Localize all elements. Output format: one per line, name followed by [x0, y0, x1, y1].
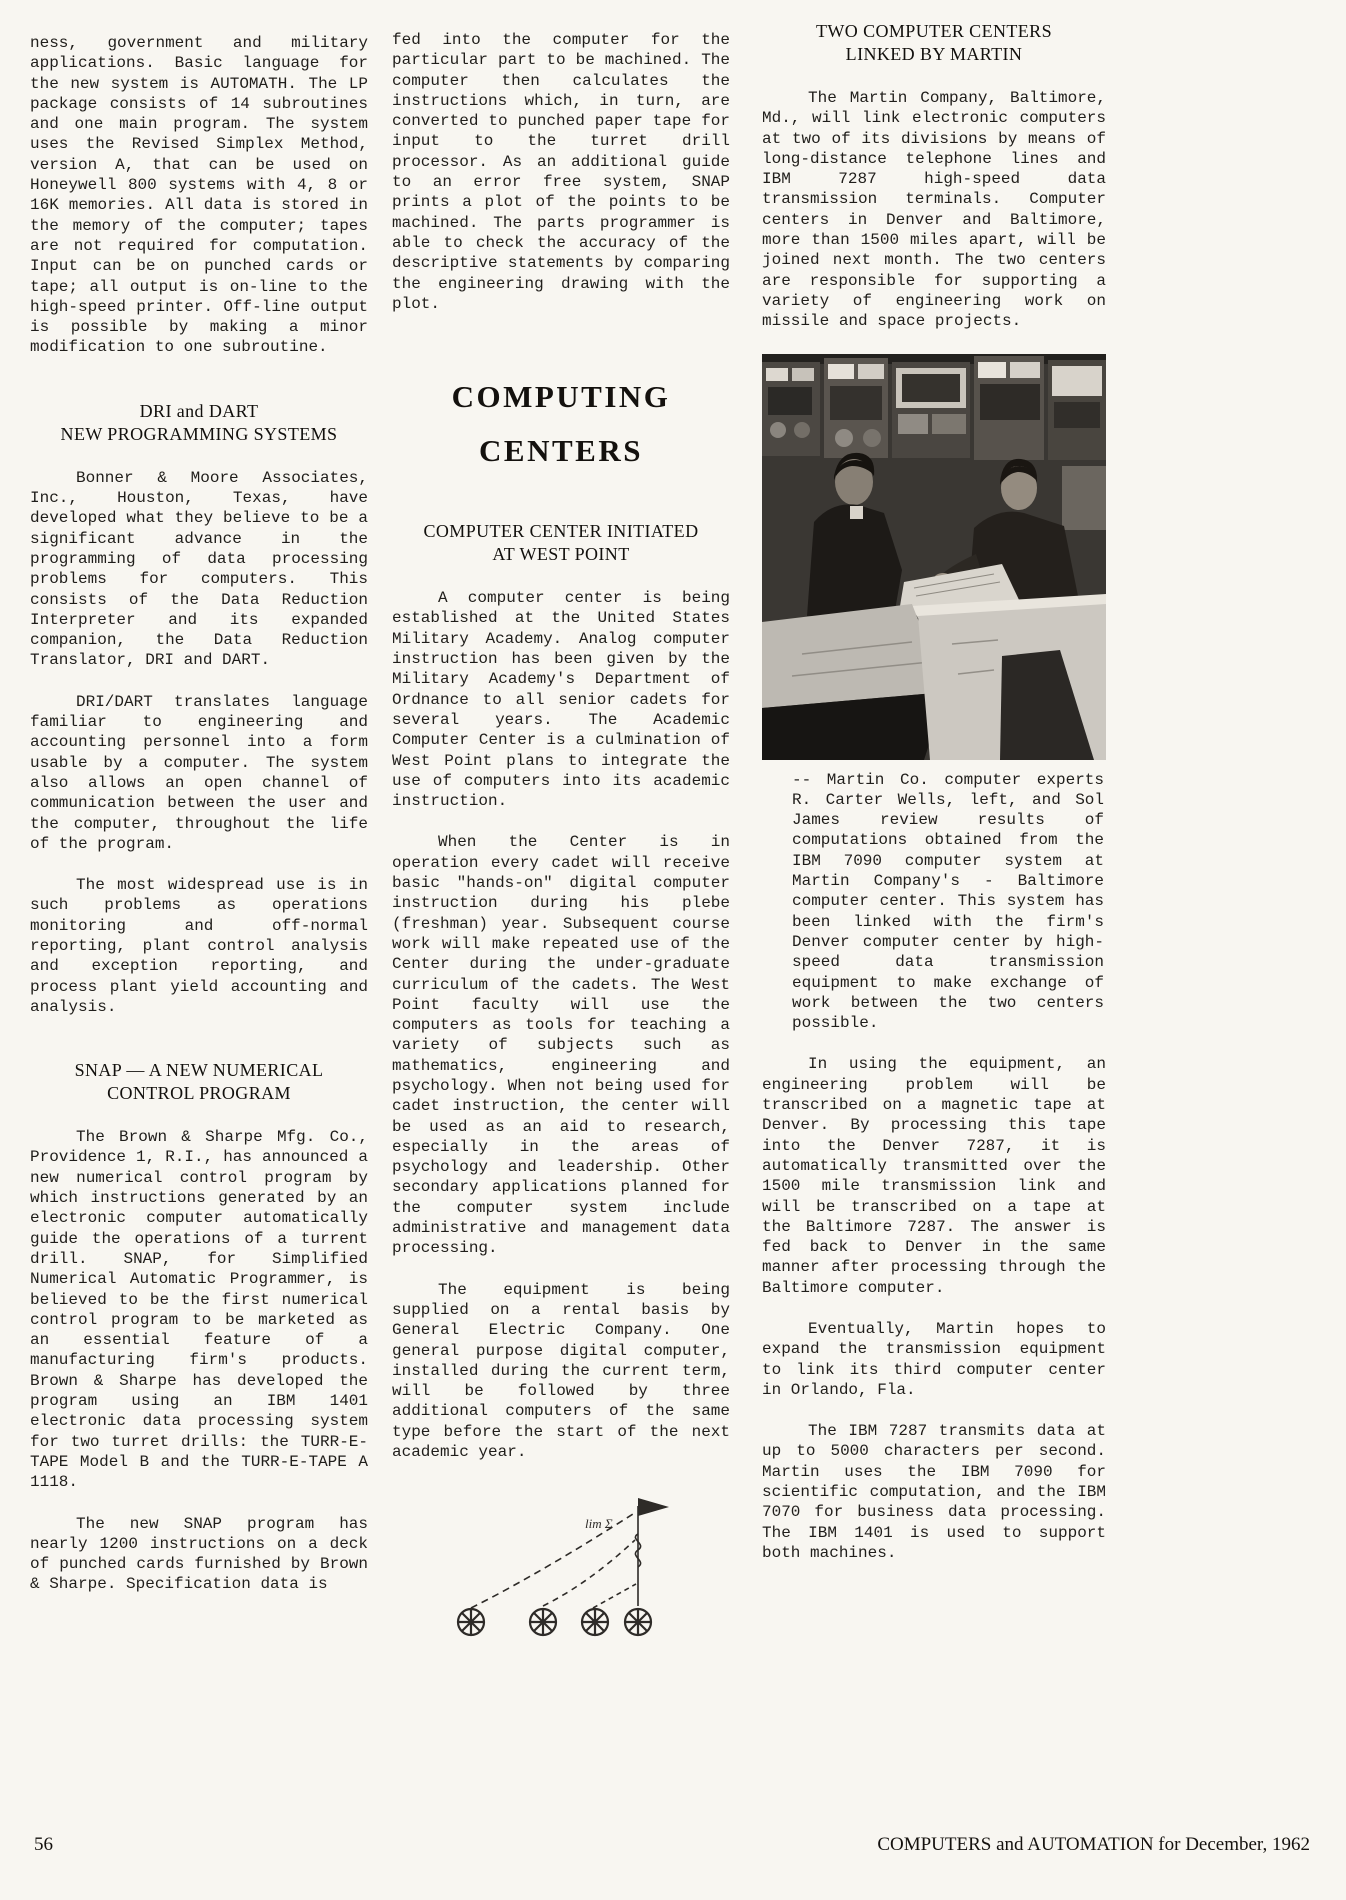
heading-line: CONTROL PROGRAM: [107, 1083, 291, 1104]
column-middle: [392, 0, 730, 1640]
heading-line: DRI and DART: [139, 400, 259, 421]
photo-caption: -- Martin Co. computer experts R. Carter Wells, left, and Sol James review results of computations obtained from the IBM 7090 computer system at Martin Company's - Baltimore computer center. This system has been linked with the firm's Denver computer center by high-speed data transmission equipment to make exchange of work between the two centers possible.: [792, 770, 1104, 1033]
section-title-line: COMPUTING: [451, 379, 671, 415]
journal-title-line: COMPUTERS and AUTOMATION for December, 1962: [877, 1834, 1310, 1855]
spoked-wheel-icon: [625, 1609, 651, 1635]
spoked-wheel-icon: [530, 1609, 556, 1635]
page-number: 56: [34, 1834, 53, 1855]
paragraph: In using the equipment, an engineering problem will be transcribed on a magnetic tape at Denver. By processing this tape into the Denver 7287, it is automatically transmitted over the 1500 mile transmission link and will be transcribed on a tape at the Baltimore 7287. The answer is fed back to Denver in the same manner after processing through the Baltimore computer.: [762, 1055, 1106, 1297]
heading-dri-dart: [30, 400, 368, 446]
section-title-computing-centers: [392, 370, 730, 478]
article-photo-martin-computer-room: [762, 354, 1106, 760]
heading-line: AT WEST POINT: [492, 544, 630, 565]
heading-snap: [30, 1059, 368, 1105]
paragraph-automath-continued: ness, government and military applications. Basic language for the new system is AUTOMATH. The LP package consists of 14 subroutines and one main program. The system uses the Revised Simplex Method, version A, that can be used on Honeywell 800 systems with 4, 8 or 16K memories. All data is stored in the memory of the computer; tapes are not required for computation. Input can be on punched cards or tape; all output is on-line to the high-speed printer. Off-line output is possible by making a minor modification to one subroutine.: [30, 34, 368, 357]
heading-line: COMPUTER CENTER INITIATED: [423, 521, 699, 542]
illustration-formula: lim Σ: [585, 1516, 613, 1532]
spoked-wheel-icon: [458, 1609, 484, 1635]
paragraph: Bonner & Moore Associates, Inc., Houston, Texas, have developed what they believe to be a significant advance in the programming of data processing problems for computers. This consists of the Data Reduction Interpreter and its expanded companion, the Data Reduction Translator, DRI and DART.: [30, 468, 368, 670]
heading-line: NEW PROGRAMMING SYSTEMS: [60, 423, 338, 444]
column-left: [30, 0, 368, 1595]
heading-line: SNAP — A NEW NUMERICAL: [74, 1060, 324, 1081]
paragraph: When the Center is in operation every cadet will receive basic "hands-on" digital computer instruction during his plebe (freshman) year. Subsequent course work will make repeated use of the Center during the under-graduate curriculum of the cadets. The West Point faculty will use the computers as tools for teaching a variety of subjects such as mathematics, engineering and psychology. When not being used for cadet instruction, the center will be used as an aid to research, especially in the areas of psychology and leadership. Other secondary applications planned for the computer system include administrative and management data processing.: [392, 833, 730, 1258]
cannon-cart-illustration: [392, 1488, 730, 1640]
paragraph: The IBM 7287 transmits data at up to 5000 characters per second. Martin uses the IBM 7090 for scientific computation, and the IBM 7070 for business data processing. The IBM 1401 is used to support both machines.: [762, 1422, 1106, 1562]
paragraph: DRI/DART translates language familiar to engineering and accounting personnel into a form usable by a computer. The system also allows an open channel of communication between the user and the computer, throughout the life of the program.: [30, 692, 368, 853]
column-right: [762, 0, 1106, 1563]
paragraph: The equipment is being supplied on a rental basis by General Electric Company. One general purpose digital computer, installed during the current term, will be followed by three additional computers of the same type before the start of the next academic year.: [392, 1280, 730, 1462]
heading-martin: [762, 20, 1106, 66]
spoked-wheel-icon: [582, 1609, 608, 1635]
section-title-line: CENTERS: [479, 433, 643, 469]
paragraph-snap-continued: fed into the computer for the particular part to be machined. The computer then calculates the instructions which, in turn, are converted to punched paper tape for input to the turret drill processor. As an additional guide to an error free system, SNAP prints a plot of the points to be machined. The parts programmer is able to check the accuracy of the descriptive statements by comparing the engineering drawing with the plot.: [392, 31, 730, 313]
paragraph: The most widespread use is in such problems as operations monitoring and off-normal reporting, plant control analysis and exception reporting, and process plant yield accounting and analysis.: [30, 876, 368, 1016]
heading-line: TWO COMPUTER CENTERS: [815, 21, 1052, 41]
page-footer: [34, 1834, 1310, 1856]
heading-west-point: [392, 520, 730, 566]
flag-icon: [638, 1498, 669, 1516]
heading-line: LINKED BY MARTIN: [845, 44, 1023, 64]
paragraph: The new SNAP program has nearly 1200 instructions on a deck of punched cards furnished by Brown & Sharpe. Specification data is: [30, 1514, 368, 1594]
paragraph: The Martin Company, Baltimore, Md., will link electronic computers at two of its divisions by means of long-distance telephone lines and IBM 7287 high-speed data transmission terminals. Computer centers in Denver and Baltimore, more than 1500 miles apart, will be joined next month. The two centers are responsible for supporting a variety of engineering work on missile and space projects.: [762, 89, 1106, 331]
paragraph: A computer center is being established at the United States Military Academy. Analog computer instruction has been given by the Military Academy's Department of Ordnance to all senior cadets for several years. The Academic Computer Center is a culmination of West Point plans to integrate the use of computers into its academic instruction.: [392, 589, 730, 811]
paragraph: The Brown & Sharpe Mfg. Co., Providence 1, R.I., has announced a new numerical control program by which instructions generated by an electronic computer automatically guide the operations of a turrent drill. SNAP, for Simplified Numerical Automatic Programmer, is believed to be the first numerical control program to be marketed as an essential feature of a manufacturing firm's products. Brown & Sharpe has developed the program using an IBM 1401 electronic data processing system for two turret drills: the TURR-E-TAPE Model B and the TURR-E-TAPE A 1118.: [30, 1128, 368, 1492]
paragraph: Eventually, Martin hopes to expand the transmission equipment to link its third computer center in Orlando, Fla.: [762, 1319, 1106, 1399]
